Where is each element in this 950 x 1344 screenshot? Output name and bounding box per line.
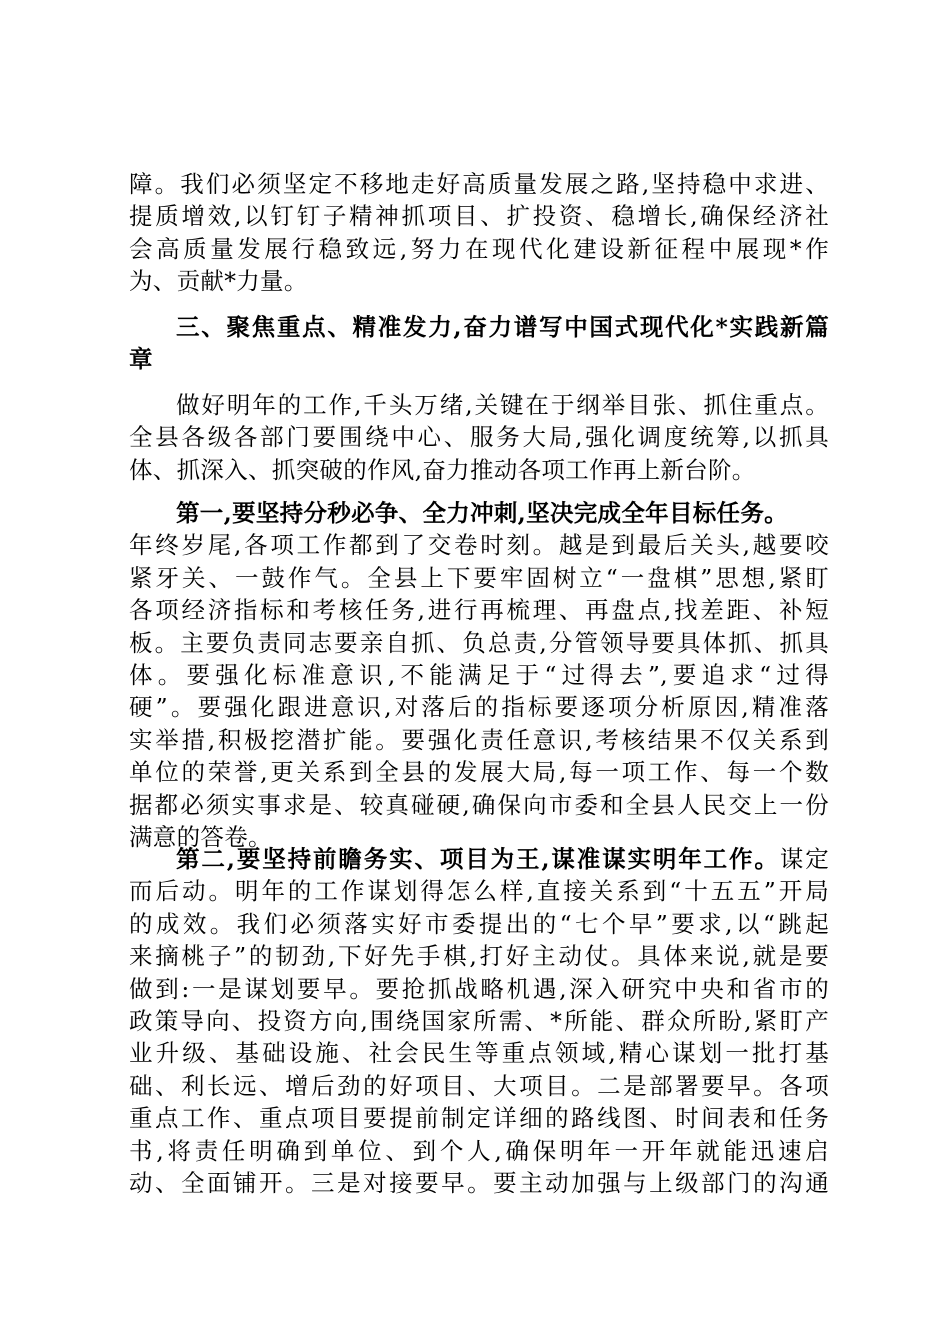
text-line: 满意的答卷。 bbox=[129, 822, 272, 851]
text-line: 体。要强化标准意识,不能满足于“过得去”,要追求“过得 bbox=[129, 660, 829, 689]
text-line: 做到:一是谋划要早。要抢抓战略机遇,深入研究中央和省市的 bbox=[129, 974, 829, 1003]
point-heading: 第一,要坚持分秒必争、全力冲刺,坚决完成全年目标任务。 bbox=[176, 499, 788, 527]
paragraph-first-point bbox=[129, 497, 829, 853]
text-line: 各项经济指标和考核任务,进行再梳理、再盘点,找差距、补短 bbox=[129, 596, 829, 625]
text-line: 会高质量发展行稳致远,努力在现代化建设新征程中展现*作 bbox=[129, 234, 829, 263]
text-line: 重点工作、重点项目要提前制定详细的路线图、时间表和任务 bbox=[129, 1104, 829, 1133]
text-line: 单位的荣誉,更关系到全县的发展大局,每一项工作、每一个数 bbox=[129, 758, 829, 787]
point-heading: 第二,要坚持前瞻务实、项目为王,谋准谋实明年工作。 bbox=[176, 845, 780, 873]
text-line: 来摘桃子”的韧劲,下好先手棋,打好主动仗。具体来说,就是要 bbox=[129, 942, 829, 971]
text-line: 提质增效,以钉钉子精神抓项目、扩投资、稳增长,确保经济社 bbox=[129, 202, 829, 231]
text-line: 做好明年的工作,千头万绪,关键在于纲举目张、抓住重点。 bbox=[176, 391, 829, 419]
heading-line: 三、聚焦重点、精准发力,奋力谱写中国式现代化*实践新篇 bbox=[176, 313, 829, 341]
text-line: 硬”。要强化跟进意识,对落后的指标要逐项分析原因,精准落 bbox=[129, 693, 829, 722]
heading-line: 章 bbox=[129, 345, 153, 374]
text-line: 业升级、基础设施、社会民生等重点领域,精心谋划一批打基 bbox=[129, 1039, 829, 1068]
text-line: 全县各级各部门要围绕中心、服务大局,强化调度统筹,以抓具 bbox=[129, 423, 829, 452]
text-line: 体、抓深入、抓突破的作风,奋力推动各项工作再上新台阶。 bbox=[129, 455, 756, 484]
paragraph-intro-end bbox=[129, 168, 829, 298]
text-line: 紧牙关、一鼓作气。全县上下要牢固树立“一盘棋”思想,紧盯 bbox=[129, 563, 829, 592]
text-line: 政策导向、投资方向,围绕国家所需、*所能、群众所盼,紧盯产 bbox=[129, 1006, 829, 1035]
paragraph-second-point bbox=[129, 843, 829, 1199]
text-line: 据都必须实事求是、较真碰硬,确保向市委和全县人民交上一份 bbox=[129, 790, 829, 819]
text-line: 动、全面铺开。三是对接要早。要主动加强与上级部门的沟通 bbox=[129, 1168, 829, 1197]
point-heading-line bbox=[129, 843, 829, 875]
paragraph-focus bbox=[129, 389, 829, 486]
section-heading-3 bbox=[129, 311, 829, 376]
text-line: 障。我们必须坚定不移地走好高质量发展之路,坚持稳中求进、 bbox=[129, 170, 829, 198]
text-line: 年终岁尾,各项工作都到了交卷时刻。越是到最后关头,越要咬 bbox=[129, 531, 829, 560]
text-line: 的成效。我们必须落实好市委提出的“七个早”要求,以“跳起 bbox=[129, 909, 829, 938]
text-line: 为、贡献*力量。 bbox=[129, 267, 308, 296]
text-line: 书,将责任明确到单位、到个人,确保明年一开年就能迅速启 bbox=[129, 1136, 829, 1165]
text-line: 实举措,积极挖潜扩能。要强化责任意识,考核结果不仅关系到 bbox=[129, 725, 829, 754]
text-line: 板。主要负责同志要亲自抓、负总责,分管领导要具体抓、抓具 bbox=[129, 628, 829, 657]
text-line: 础、利长远、增后劲的好项目、大项目。二是部署要早。各项 bbox=[129, 1071, 829, 1100]
point-heading-rest: 谋定 bbox=[779, 845, 829, 873]
text-line: 而后动。明年的工作谋划得怎么样,直接关系到“十五五”开局 bbox=[129, 877, 829, 906]
